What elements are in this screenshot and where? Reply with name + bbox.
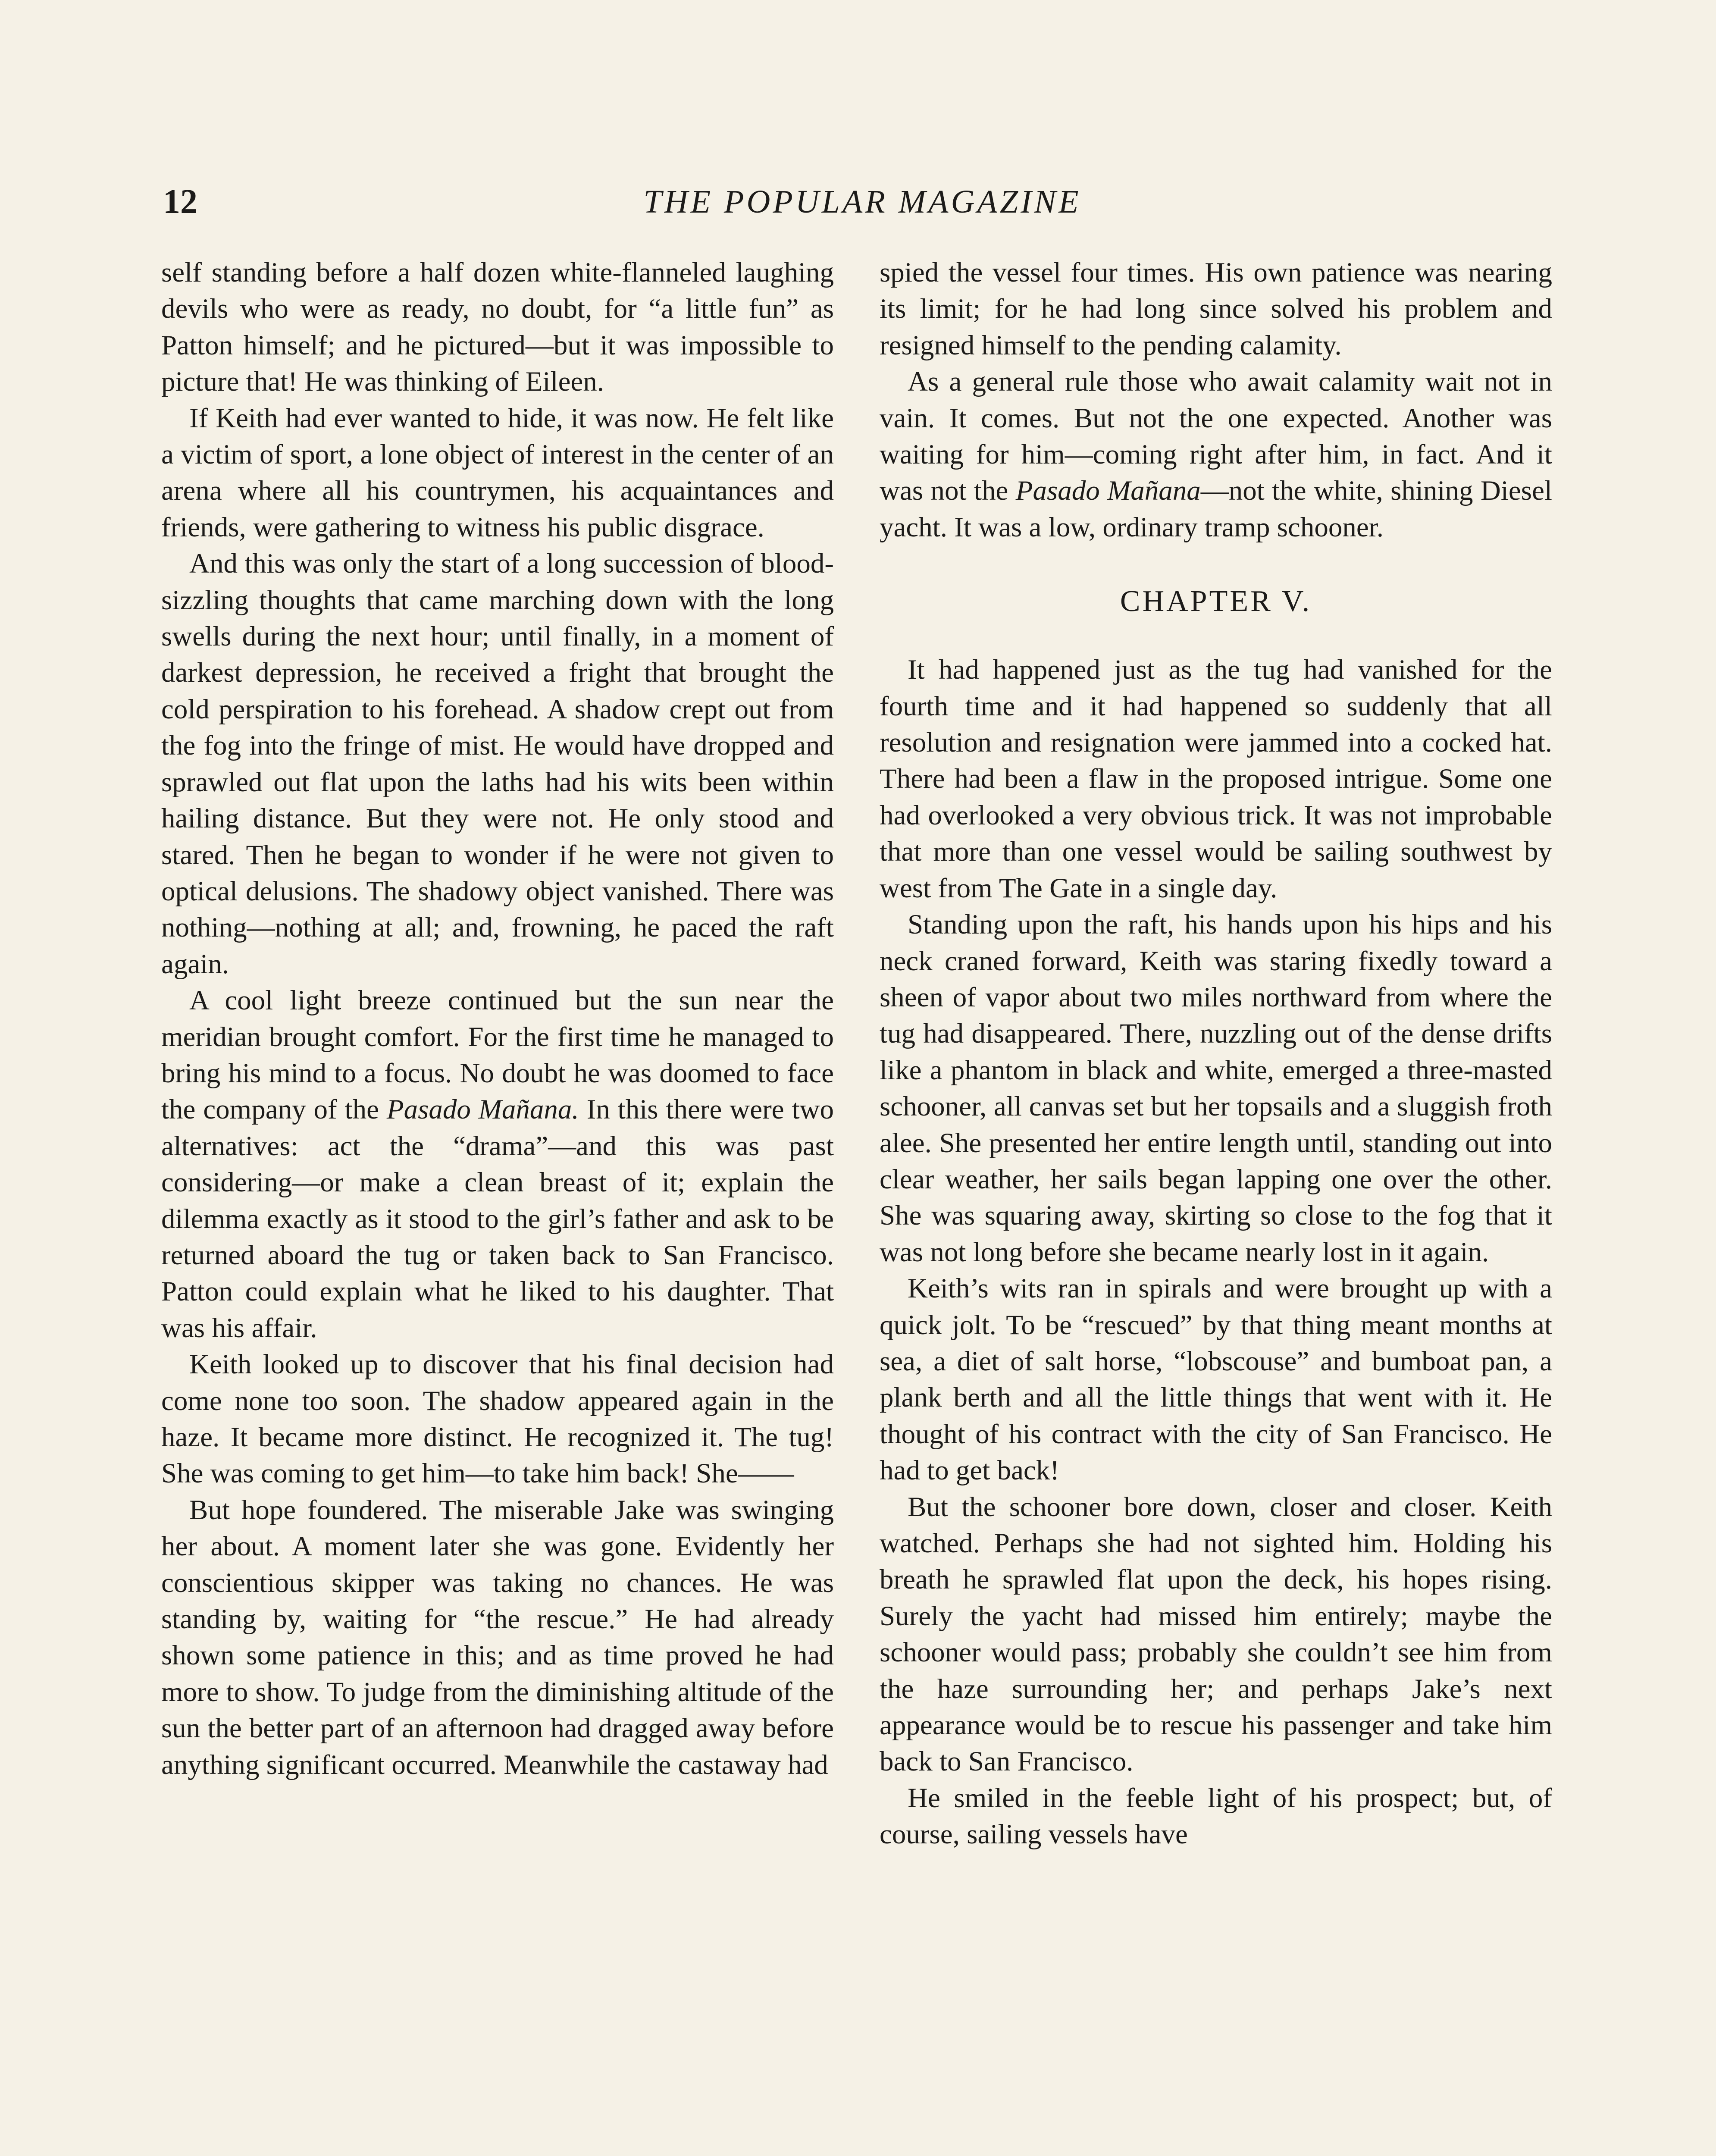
paragraph: He smiled in the feeble light of his prospect; but, of course, sailing vessels have: [880, 1782, 1552, 1850]
paragraph: Keith’s wits ran in spirals and were brought up with a quick jolt. To be “rescued” by that thing meant months at sea, a diet of salt horse, “lobscouse” and bumboat pan, a plank berth and all the little things that went with it. He thought of his contract with the city of San Francisco. He had to get back!: [880, 1273, 1552, 1486]
right-column: [880, 254, 1552, 2156]
ship-name: Pasado Mañana: [1015, 475, 1201, 507]
paragraph: But hope foundered. The miserable Jake was swinging her about. A moment later she was gone. Evidently her conscientious skipper was taking no chances. He was standing by, waiting for “the rescue.” He had already shown some patience in this; and as time proved he had more to show. To judge from the diminishing altitude of the sun the better part of an afternoon had dragged away before anything significant occurred. Meanwhile the castaway had: [161, 1494, 834, 1780]
text-run: A cool light breeze continued but the sun near the meridian brought comfort. For the first time he managed to bring his mind to a focus. No doubt he was doomed to face the company of the: [161, 985, 834, 1125]
paragraph: Keith looked up to discover that his final decision had come none too soon. The shadow appeared again in the haze. It became more distinct. He recognized it. The tug! She was coming to get him—to take him back! She——: [161, 1349, 834, 1489]
left-column: [161, 254, 834, 2156]
paragraph: But the schooner bore down, closer and closer. Keith watched. Perhaps she had not sighted him. Holding his breath he sprawled flat upon the deck, his hopes rising. Surely the yacht had missed him entirely; maybe the schooner would pass; probably she couldn’t see him from the haze surrounding her; and perhaps Jake’s next appearance would be to rescue his passenger and take him back to San Francisco.: [880, 1491, 1552, 1777]
running-title: THE POPULAR MAGAZINE: [643, 184, 1081, 220]
page-header: [0, 172, 1716, 232]
paragraph: Standing upon the raft, his hands upon his hips and his neck craned forward, Keith was staring fixedly toward a sheen of vapor about two miles northward from where the tug had disappeared. There, nuzzling out of the dense drifts like a phantom in black and white, emerged a three-masted schooner, all canvas set but her topsails and a sluggish froth alee. She presented her entire length until, standing out into clear weather, her sails began lapping one over the other. She was squaring away, skirting so close to the fog that it was not long before she became nearly lost in it again.: [880, 909, 1552, 1268]
ship-name: Pasado Mañana.: [386, 1094, 579, 1125]
text-run: As a general rule those who await calamity wait not in vain. It comes. But not the one expected. Another was waiting for him—coming right after him, in fact. And it was not the: [880, 366, 1552, 507]
text-run: In this there were two alternatives: act the “drama”—and this was past considering—or make a clean breast of it; explain the dilemma exactly as it stood to the girl’s father and ask to be returned aboard the tug or taken back to San Francisco. Patton could explain what he liked to his daughter. That was his affair.: [161, 1094, 834, 1344]
paragraph: It had happened just as the tug had vanished for the fourth time and it had happened so suddenly that all resolution and resignation were jammed into a cocked hat. There had been a flaw in the proposed intrigue. Some one had overlooked a very obvious trick. It was not improbable that more than one vessel would be sailing southwest by west from The Gate in a single day.: [880, 654, 1552, 904]
paragraph: If Keith had ever wanted to hide, it was now. He felt like a victim of sport, a lone object of interest in the center of an arena where all his countrymen, his acquaintances and friends, were gathering to witness his public disgrace.: [161, 402, 834, 543]
paragraph: self standing before a half dozen white-flanneled laughing devils who were as ready, no doubt, for “a little fun” as Patton himself; and he pictured—but it was impossible to picture that! He was thinking of Eileen.: [161, 257, 834, 398]
paragraph: And this was only the start of a long succession of blood-sizzling thoughts that came marching down with the long swells during the next hour; until finally, in a moment of darkest depression, he received a fright that brought the cold perspiration to his forehead. A shadow crept out from the fog into the fringe of mist. He would have dropped and sprawled out flat upon the laths had his wits been within hailing distance. But they were not. He only stood and stared. Then he began to wonder if he were not given to optical delusions. The shadowy object vanished. There was nothing—nothing at all; and, frowning, he paced the raft again.: [161, 548, 834, 980]
paragraph: [880, 364, 1552, 545]
paragraph: spied the vessel four times. His own patience was nearing its limit; for he had long since solved his problem and resigned himself to the pending calamity.: [880, 257, 1552, 361]
paragraph: [161, 982, 834, 1346]
page-number: 12: [163, 183, 197, 221]
text-run: —not the white, shining Diesel yacht. It was a low, ordinary tramp schooner.: [880, 475, 1552, 543]
chapter-heading: CHAPTER V.: [1120, 585, 1312, 618]
